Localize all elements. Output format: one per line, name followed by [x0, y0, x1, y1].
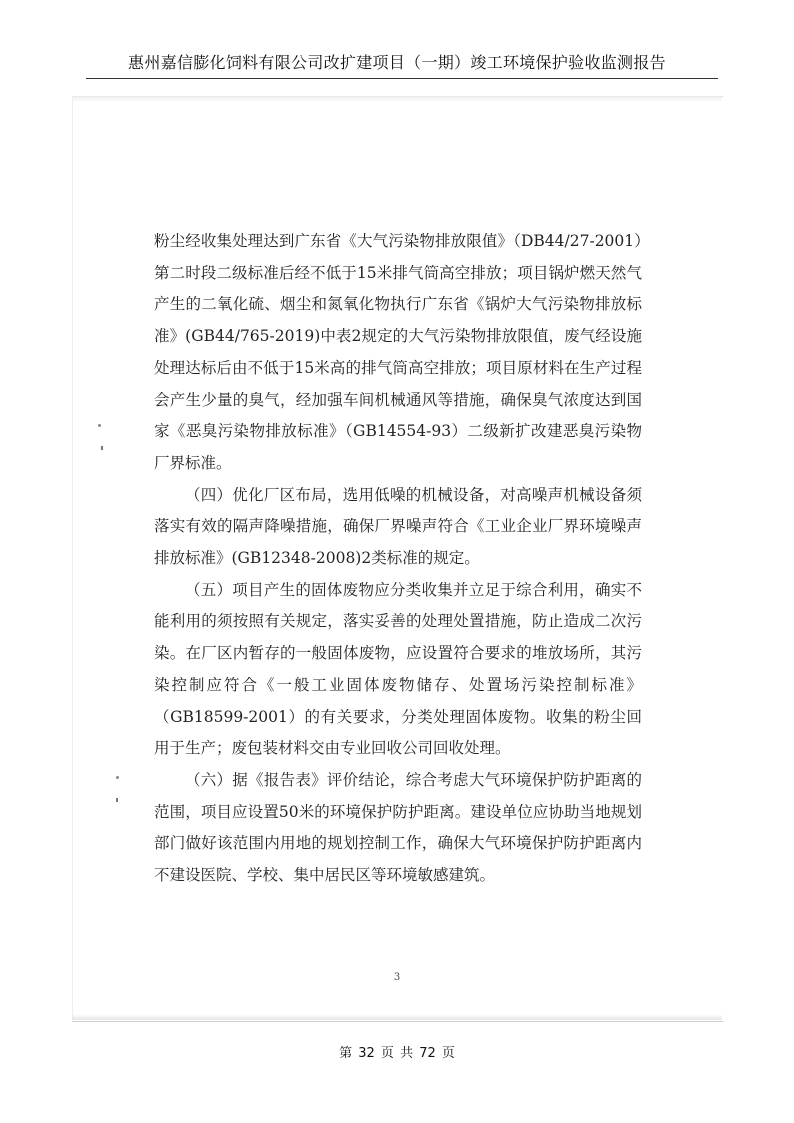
paragraph-solid-waste: （五）项目产生的固体废物应分类收集并立足于综合利用，确实不能利用的须按照有关规定，落实妥善的处理处置措施，防止造成二次污染。在厂区内暂存的一般固体废物，应设置符合要求的堆放场所，其污染控制应符合《一般工业固体废物储存、处置场污染控制标准》（GB18599-2001）的有关要求，分类处理固体废物。收集的粉尘回用于生产；废包装材料交由专业回收公司回收处理。	[154, 580, 642, 758]
scanned-page-number: 3	[393, 972, 401, 983]
scan-artifact-tick	[101, 446, 103, 450]
scan-artifact-dot	[98, 424, 101, 427]
page-footer-number: 第 32 页 共 72 页	[339, 1046, 455, 1061]
scan-artifact-dot	[116, 776, 119, 779]
document-body	[154, 226, 642, 892]
header-divider	[86, 78, 718, 79]
paragraph-exhaust-gas: 粉尘经收集处理达到广东省《大气污染物排放限值》（DB44/27-2001）第二时段二级标准后经不低于15米排气筒高空排放；项目锅炉燃天然气产生的二氧化硫、烟尘和氮氧化物执行广东省《锅炉大气污染物排放标准》(GB44/765-2019)中表2规定的大气污染物排放限值，废气经设施处理达标后由不低于15米高的排气筒高空排放；项目原材料在生产过程会产生少量的臭气，经加强车间机械通风等措施，确保臭气浓度达到国家《恶臭污染物排放标准》（GB14554-93）二级新扩改建恶臭污染物厂界标准。	[154, 232, 642, 472]
scan-artifact-tick	[116, 798, 118, 802]
scan-shadow-bottom	[72, 1014, 722, 1020]
paragraph-noise: （四）优化厂区布局，选用低噪的机械设备，对高噪声机械设备须落实有效的隔声降噪措施，确保厂界噪声符合《工业企业厂界环境噪声排放标准》(GB12348-2008)2类标准的规定。	[154, 485, 642, 568]
paragraph-protection-distance: （六）据《报告表》评价结论，综合考虑大气环境保护防护距离的范围，项目应设置50米的环境保护防护距离。建设单位应协助当地规划部门做好该范围内用地的规划控制工作，确保大气环境保护防护距离内不建设医院、学校、集中居民区等环境敏感建筑。	[154, 770, 642, 885]
scan-shadow-top	[72, 96, 722, 102]
report-header-title: 惠州嘉信膨化饲料有限公司改扩建项目（一期）竣工环境保护验收监测报告	[128, 53, 666, 72]
